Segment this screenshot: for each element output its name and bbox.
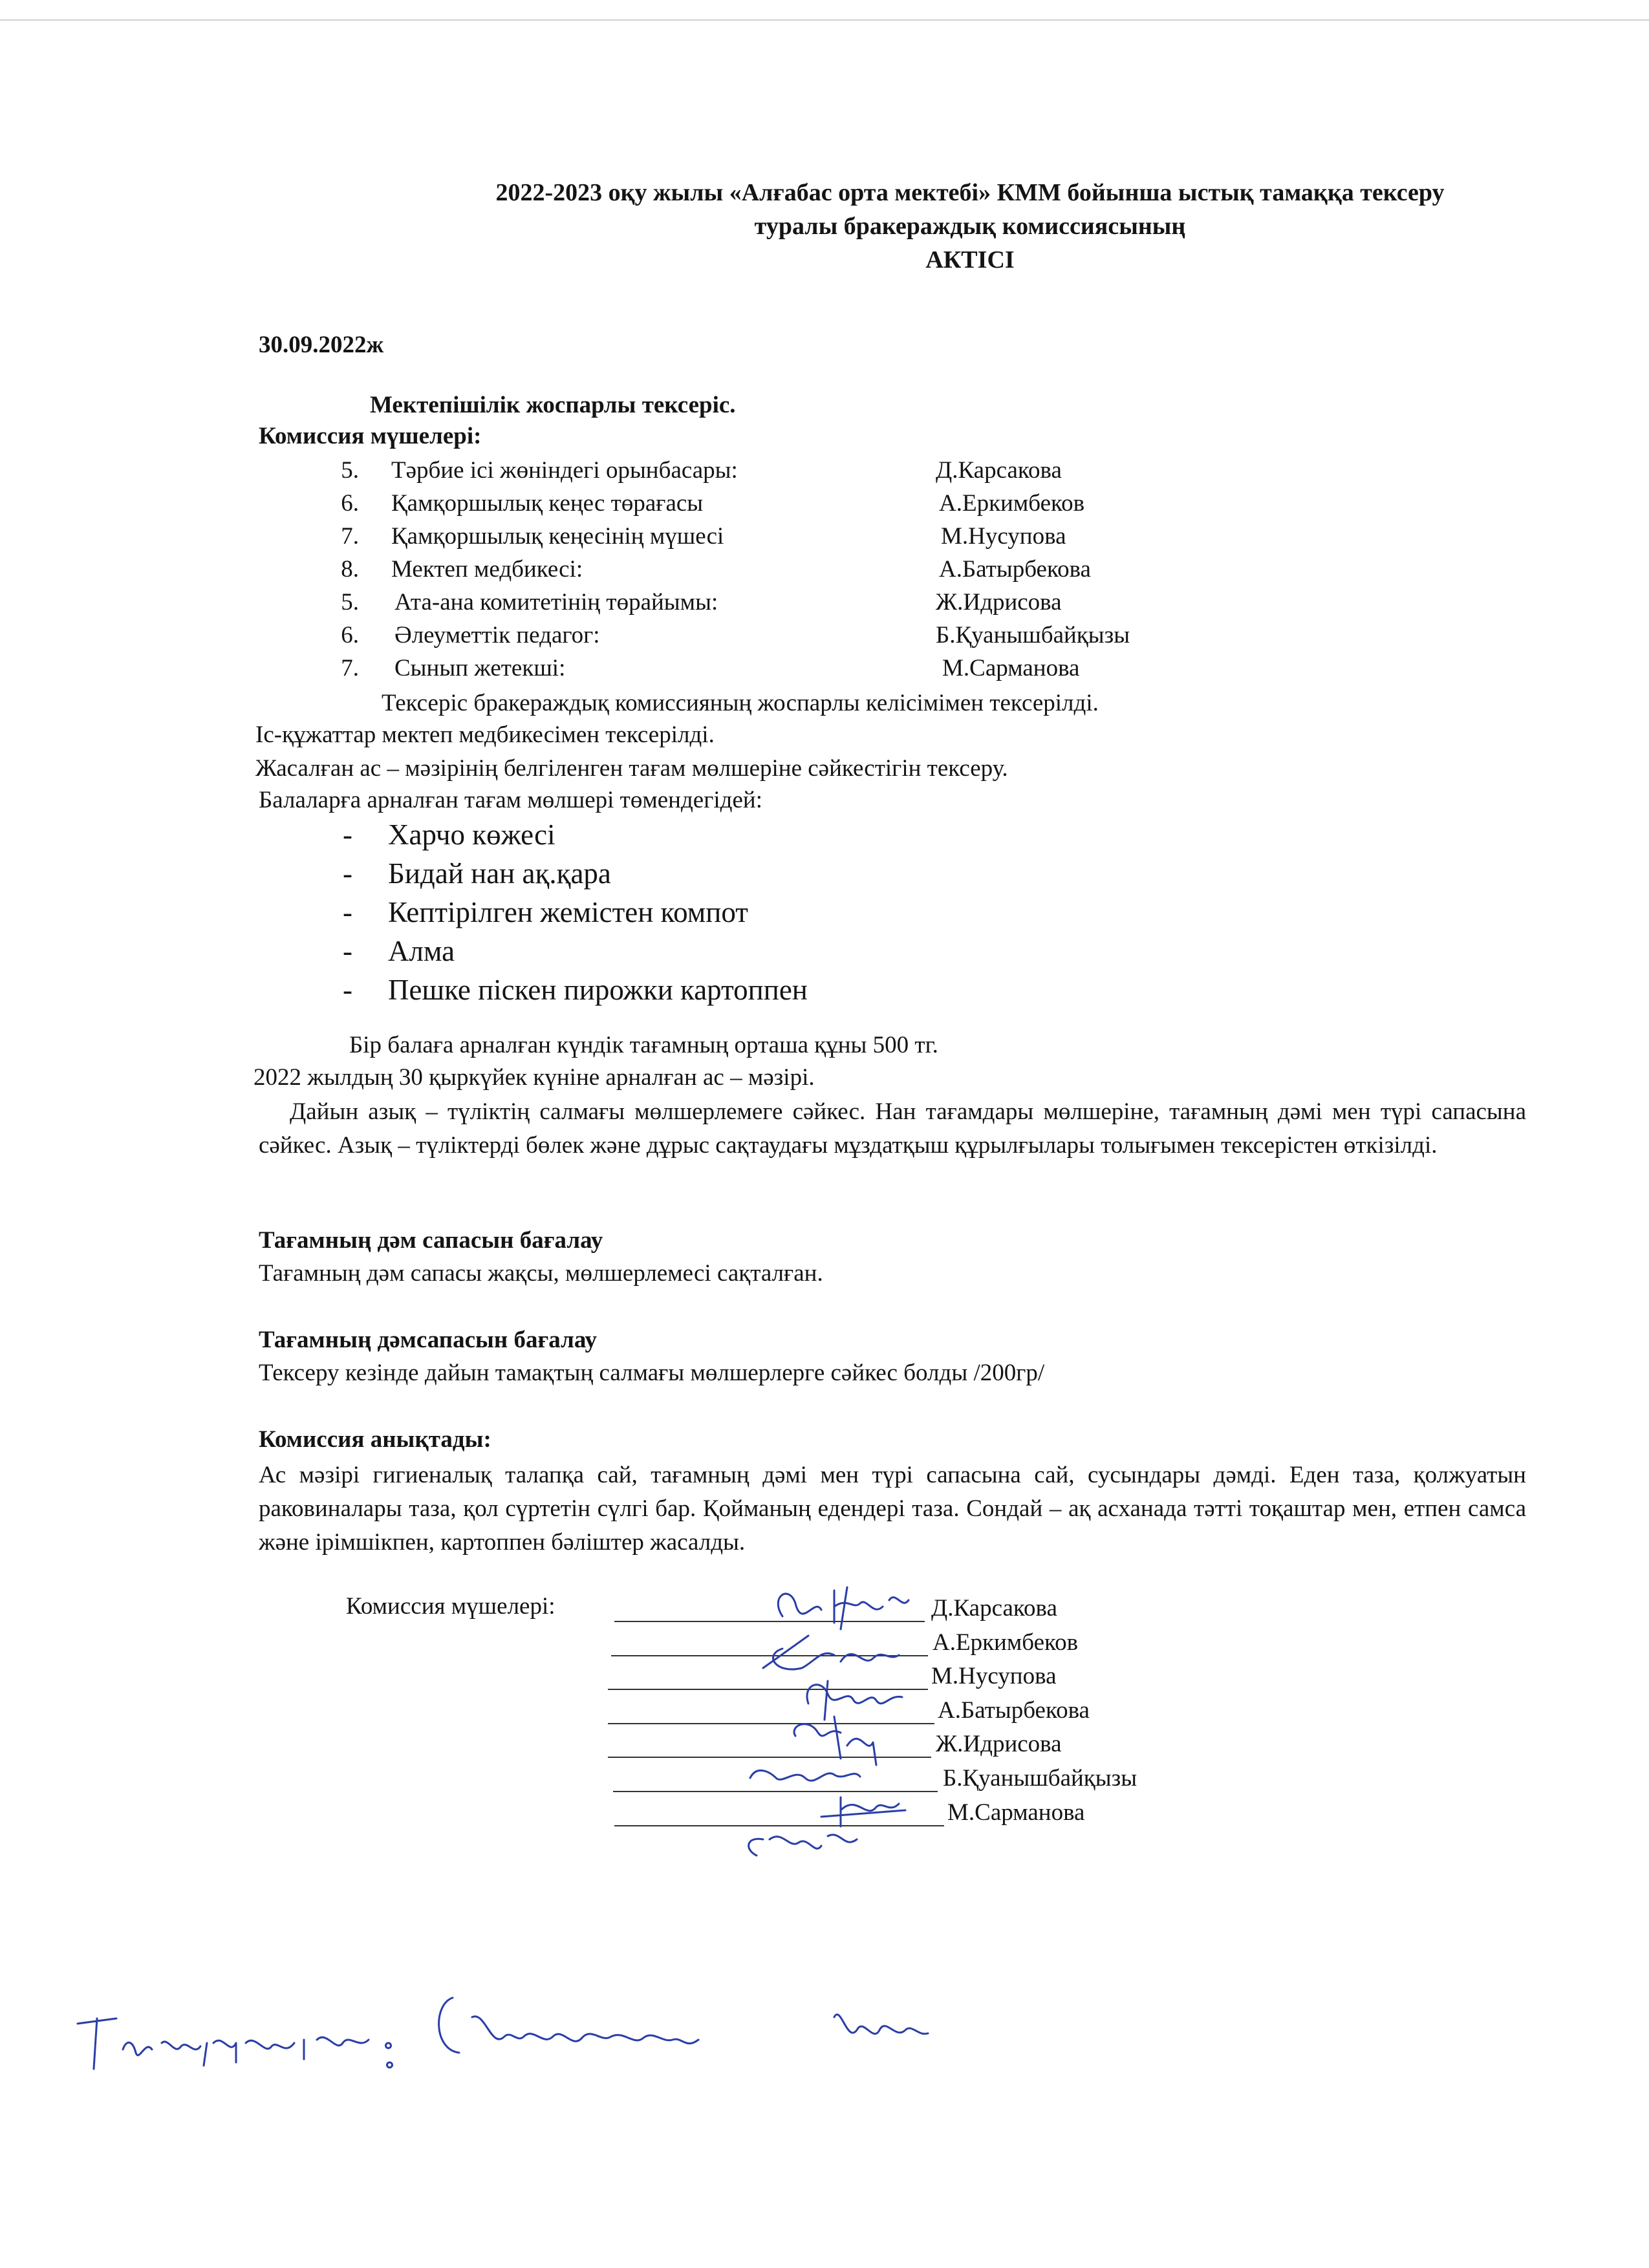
- member-number: 5.: [341, 457, 359, 484]
- section2-heading: Тағамның дәмсапасын бағалау: [259, 1327, 597, 1353]
- list-dash: -: [343, 935, 352, 967]
- member-name: М.Нусупова: [941, 523, 1066, 550]
- signatory-name: Д.Карсакова: [931, 1595, 1057, 1621]
- title-line-2: туралы бракераждық комиссиясының: [754, 213, 1186, 240]
- signatory-name: Б.Қуанышбайқызы: [943, 1765, 1137, 1792]
- handwritten-signatures: [744, 1571, 938, 1849]
- list-dash: -: [343, 818, 352, 851]
- intro-line: Іс-құжаттар мектеп медбикесімен тексерілді.: [255, 722, 715, 748]
- menu-item: Алма: [388, 935, 455, 967]
- member-number: 6.: [341, 622, 359, 648]
- signatory-name: А.Батырбекова: [938, 1697, 1090, 1724]
- menu-item: Харчо көжесі: [388, 818, 555, 851]
- signatory-name: М.Нусупова: [931, 1663, 1057, 1689]
- list-dash: -: [343, 974, 352, 1006]
- member-number: 6.: [341, 490, 359, 517]
- menu-item: Пешке піскен пирожки картоппен: [388, 974, 808, 1006]
- signatory-name: Ж.Идрисова: [936, 1731, 1062, 1757]
- title-line-3: АКТІСІ: [925, 246, 1015, 273]
- title-line-1: 2022-2023 оқу жылы «Алғабас орта мектебі» КММ бойынша ыстық тамаққа тексеру: [495, 179, 1445, 206]
- member-role: Әлеуметтік педагог:: [394, 622, 600, 648]
- section1-heading: Тағамның дәм сапасын бағалау: [259, 1227, 603, 1254]
- members-heading: Комиссия мүшелері:: [259, 423, 482, 449]
- member-role: Мектеп медбикесі:: [391, 556, 583, 583]
- member-number: 8.: [341, 556, 359, 583]
- section1-text: Тағамның дәм сапасы жақсы, мөлшерлемесі сақталған.: [259, 1260, 823, 1287]
- member-name: Ж.Идрисова: [936, 589, 1062, 615]
- member-name: Д.Карсакова: [936, 457, 1062, 484]
- member-number: 5.: [341, 589, 359, 615]
- menu-date-line: 2022 жылдың 30 қыркүйек күніне арналған ас – мәзірі.: [253, 1064, 815, 1091]
- section2-text: Тексеру кезінде дайын тамақтың салмағы мөлшерлерге сәйкес болды /200гр/: [259, 1360, 1045, 1386]
- member-role: Қамқоршылық кеңесінің мүшесі: [391, 523, 724, 550]
- member-number: 7.: [341, 655, 359, 681]
- list-dash: -: [343, 896, 352, 928]
- member-role: Сынып жетекші:: [394, 655, 566, 681]
- scan-edge-line: [0, 19, 1649, 21]
- signatory-name: А.Еркимбеков: [932, 1629, 1079, 1656]
- member-name: Б.Қуанышбайқызы: [936, 622, 1130, 648]
- member-role: Ата-ана комитетінің төрайымы:: [394, 589, 718, 615]
- signatory-name: М.Сарманова: [947, 1799, 1085, 1826]
- intro-line: Жасалған ас – мәзірінің белгіленген тағам мөлшеріне сәйкестігін тексеру.: [255, 755, 1008, 782]
- act-date: 30.09.2022ж: [259, 332, 384, 358]
- conclusion-text: Ас мәзірі гигиеналық талапқа сай, тағамның дәмі мен түрі сапасына сай, сусындары дәмді. Еден таза, қолжуатын раковиналары таза, қол сүртетін сүлгі бар. Қойманың едендері таза. Сондай – ақ асханада тәтті тоқаштар мен, етпен самса және ірімшікпен, картоппен бәліштер жасалды.: [259, 1462, 1526, 1556]
- member-role: Тәрбие ісі жөніндегі орынбасары:: [391, 457, 738, 484]
- list-dash: -: [343, 857, 352, 890]
- intro-line: Балаларға арналған тағам мөлшері төмендегідей:: [259, 787, 762, 813]
- member-name: А.Батырбекова: [939, 556, 1091, 583]
- document-title: [349, 176, 1591, 277]
- member-name: М.Сарманова: [942, 655, 1080, 681]
- member-number: 7.: [341, 523, 359, 550]
- member-role: Қамқоршылық кеңес төрағасы: [391, 490, 704, 517]
- cost-line: Бір балаға арналған күндік тағамның орташа құны 500 тг.: [349, 1032, 938, 1058]
- conclusion-heading: Комиссия анықтады:: [259, 1426, 491, 1453]
- member-name: А.Еркимбеков: [939, 490, 1085, 517]
- menu-item: Кептірілген жемістен компот: [388, 896, 748, 928]
- menu-item: Бидай нан ақ.қара: [388, 857, 611, 890]
- description-paragraph: Дайын азық – түліктің салмағы мөлшерлемеге сәйкес. Нан тағамдары мөлшеріне, тағамның дәмі мен түрі сапасына сәйкес. Азық – түліктерді бөлек және дұрыс сақтаудағы мұздатқыш құрылғылары толығымен тексерістен өткізілді.: [259, 1098, 1526, 1159]
- intro-line: Тексеріс бракераждық комиссияның жоспарлы келісімімен тексерілді.: [382, 690, 1099, 716]
- handwritten-note: [71, 1978, 944, 2088]
- signatures-label: Комиссия мүшелері:: [346, 1593, 555, 1620]
- check-type: Мектепішілік жоспарлы тексеріс.: [370, 392, 736, 418]
